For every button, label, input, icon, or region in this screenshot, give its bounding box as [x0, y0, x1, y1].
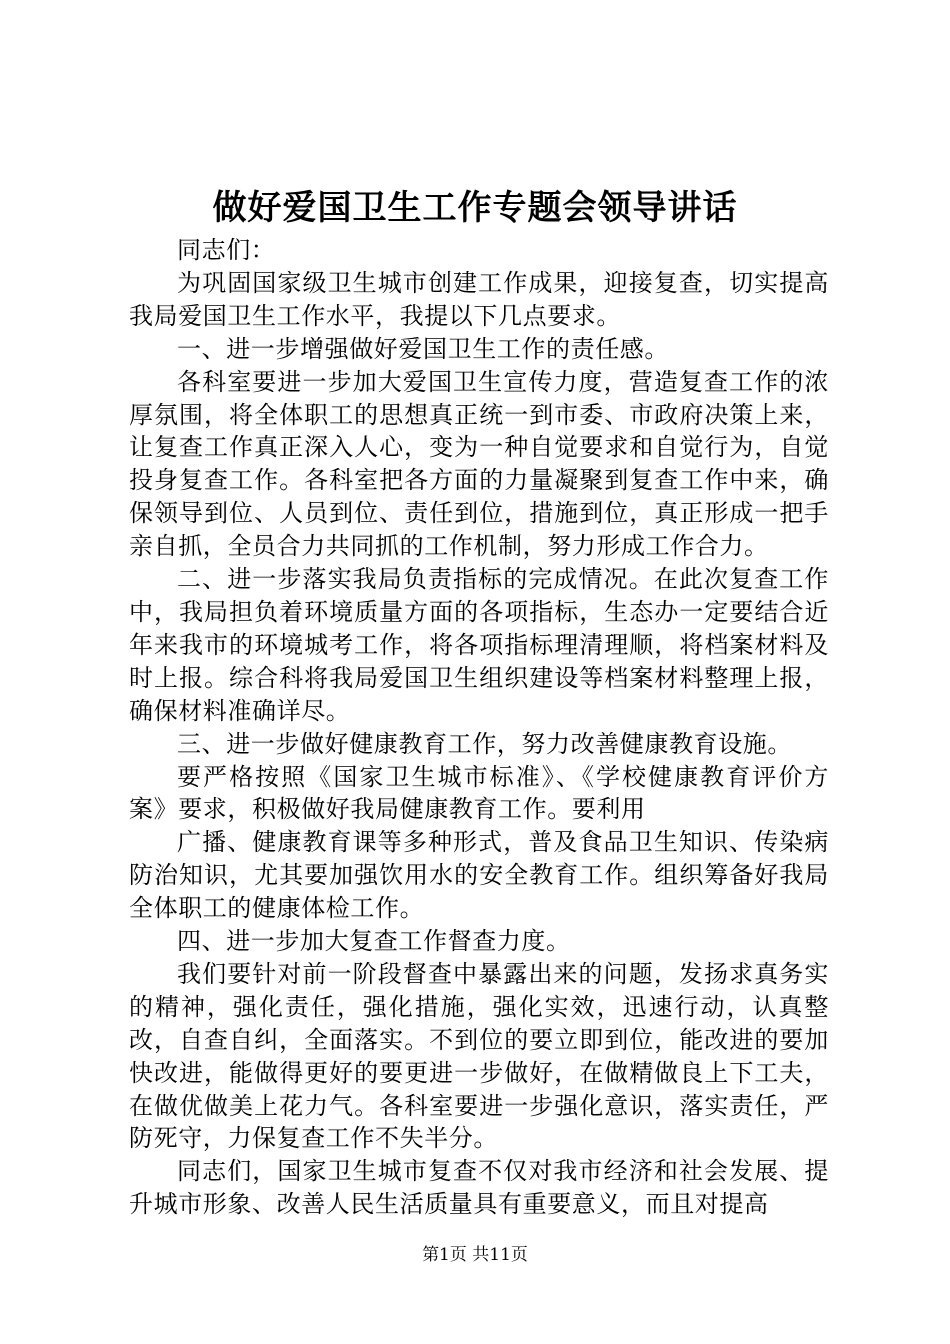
section-paragraph-3a: 要严格按照《国家卫生城市标准》、《学校健康教育评价方案》要求，积极做好我局健康教育工作。要利用: [129, 762, 829, 824]
document-title: 做好爱国卫生工作专题会领导讲话: [212, 188, 738, 228]
document-body: [129, 234, 829, 1221]
page-indicator: 第1页 共11页: [422, 1245, 528, 1265]
section-heading-3: 三、进一步做好健康教育工作，努力改善健康教育设施。: [177, 729, 792, 758]
section-heading-2: 二、进一步落实我局负责指标的完成情况。在此次复查工作中，我局担负着环境质量方面的各项指标，生态办一定要结合近年来我市的环境城考工作，将各项指标理清理顺，将档案材料及时上报。综合科将我局爱国卫生组织建设等档案材料整理上报，确保材料准确详尽。: [129, 565, 829, 725]
closing-paragraph: 同志们，国家卫生城市复查不仅对我市经济和社会发展、提升城市形象、改善人民生活质量具有重要意义，而且对提高: [129, 1157, 829, 1219]
section-paragraph-1: 各科室要进一步加大爱国卫生宣传力度，营造复查工作的浓厚氛围，将全体职工的思想真正统一到市委、市政府决策上来，让复查工作真正深入人心，变为一种自觉要求和自觉行为，自觉投身复查工作。各科室把各方面的力量凝聚到复查工作中来，确保领导到位、人员到位、责任到位，措施到位，真正形成一把手亲自抓，全员合力共同抓的工作机制，努力形成工作合力。: [129, 367, 829, 561]
section-heading-4: 四、进一步加大复查工作督查力度。: [177, 927, 571, 956]
section-paragraph-4: 我们要针对前一阶段督查中暴露出来的问题，发扬求真务实的精神，强化责任，强化措施，强化实效，迅速行动，认真整改，自查自纠，全面落实。不到位的要立即到位，能改进的要加快改进，能做得更好的要更进一步做好，在做精做良上下工夫，在做优做美上花力气。各科室要进一步强化意识，落实责任，严防死守，力保复查工作不失半分。: [129, 959, 829, 1153]
intro-paragraph: 为巩固国家级卫生城市创建工作成果，迎接复查，切实提高我局爱国卫生工作水平，我提以下几点要求。: [129, 268, 829, 330]
section-heading-1: 一、进一步增强做好爱国卫生工作的责任感。: [177, 334, 669, 363]
salutation: 同志们：: [177, 236, 276, 264]
section-paragraph-3b: 广播、健康教育课等多种形式，普及食品卫生知识、传染病防治知识，尤其要加强饮用水的安全教育工作。组织筹备好我局全体职工的健康体检工作。: [129, 828, 829, 923]
